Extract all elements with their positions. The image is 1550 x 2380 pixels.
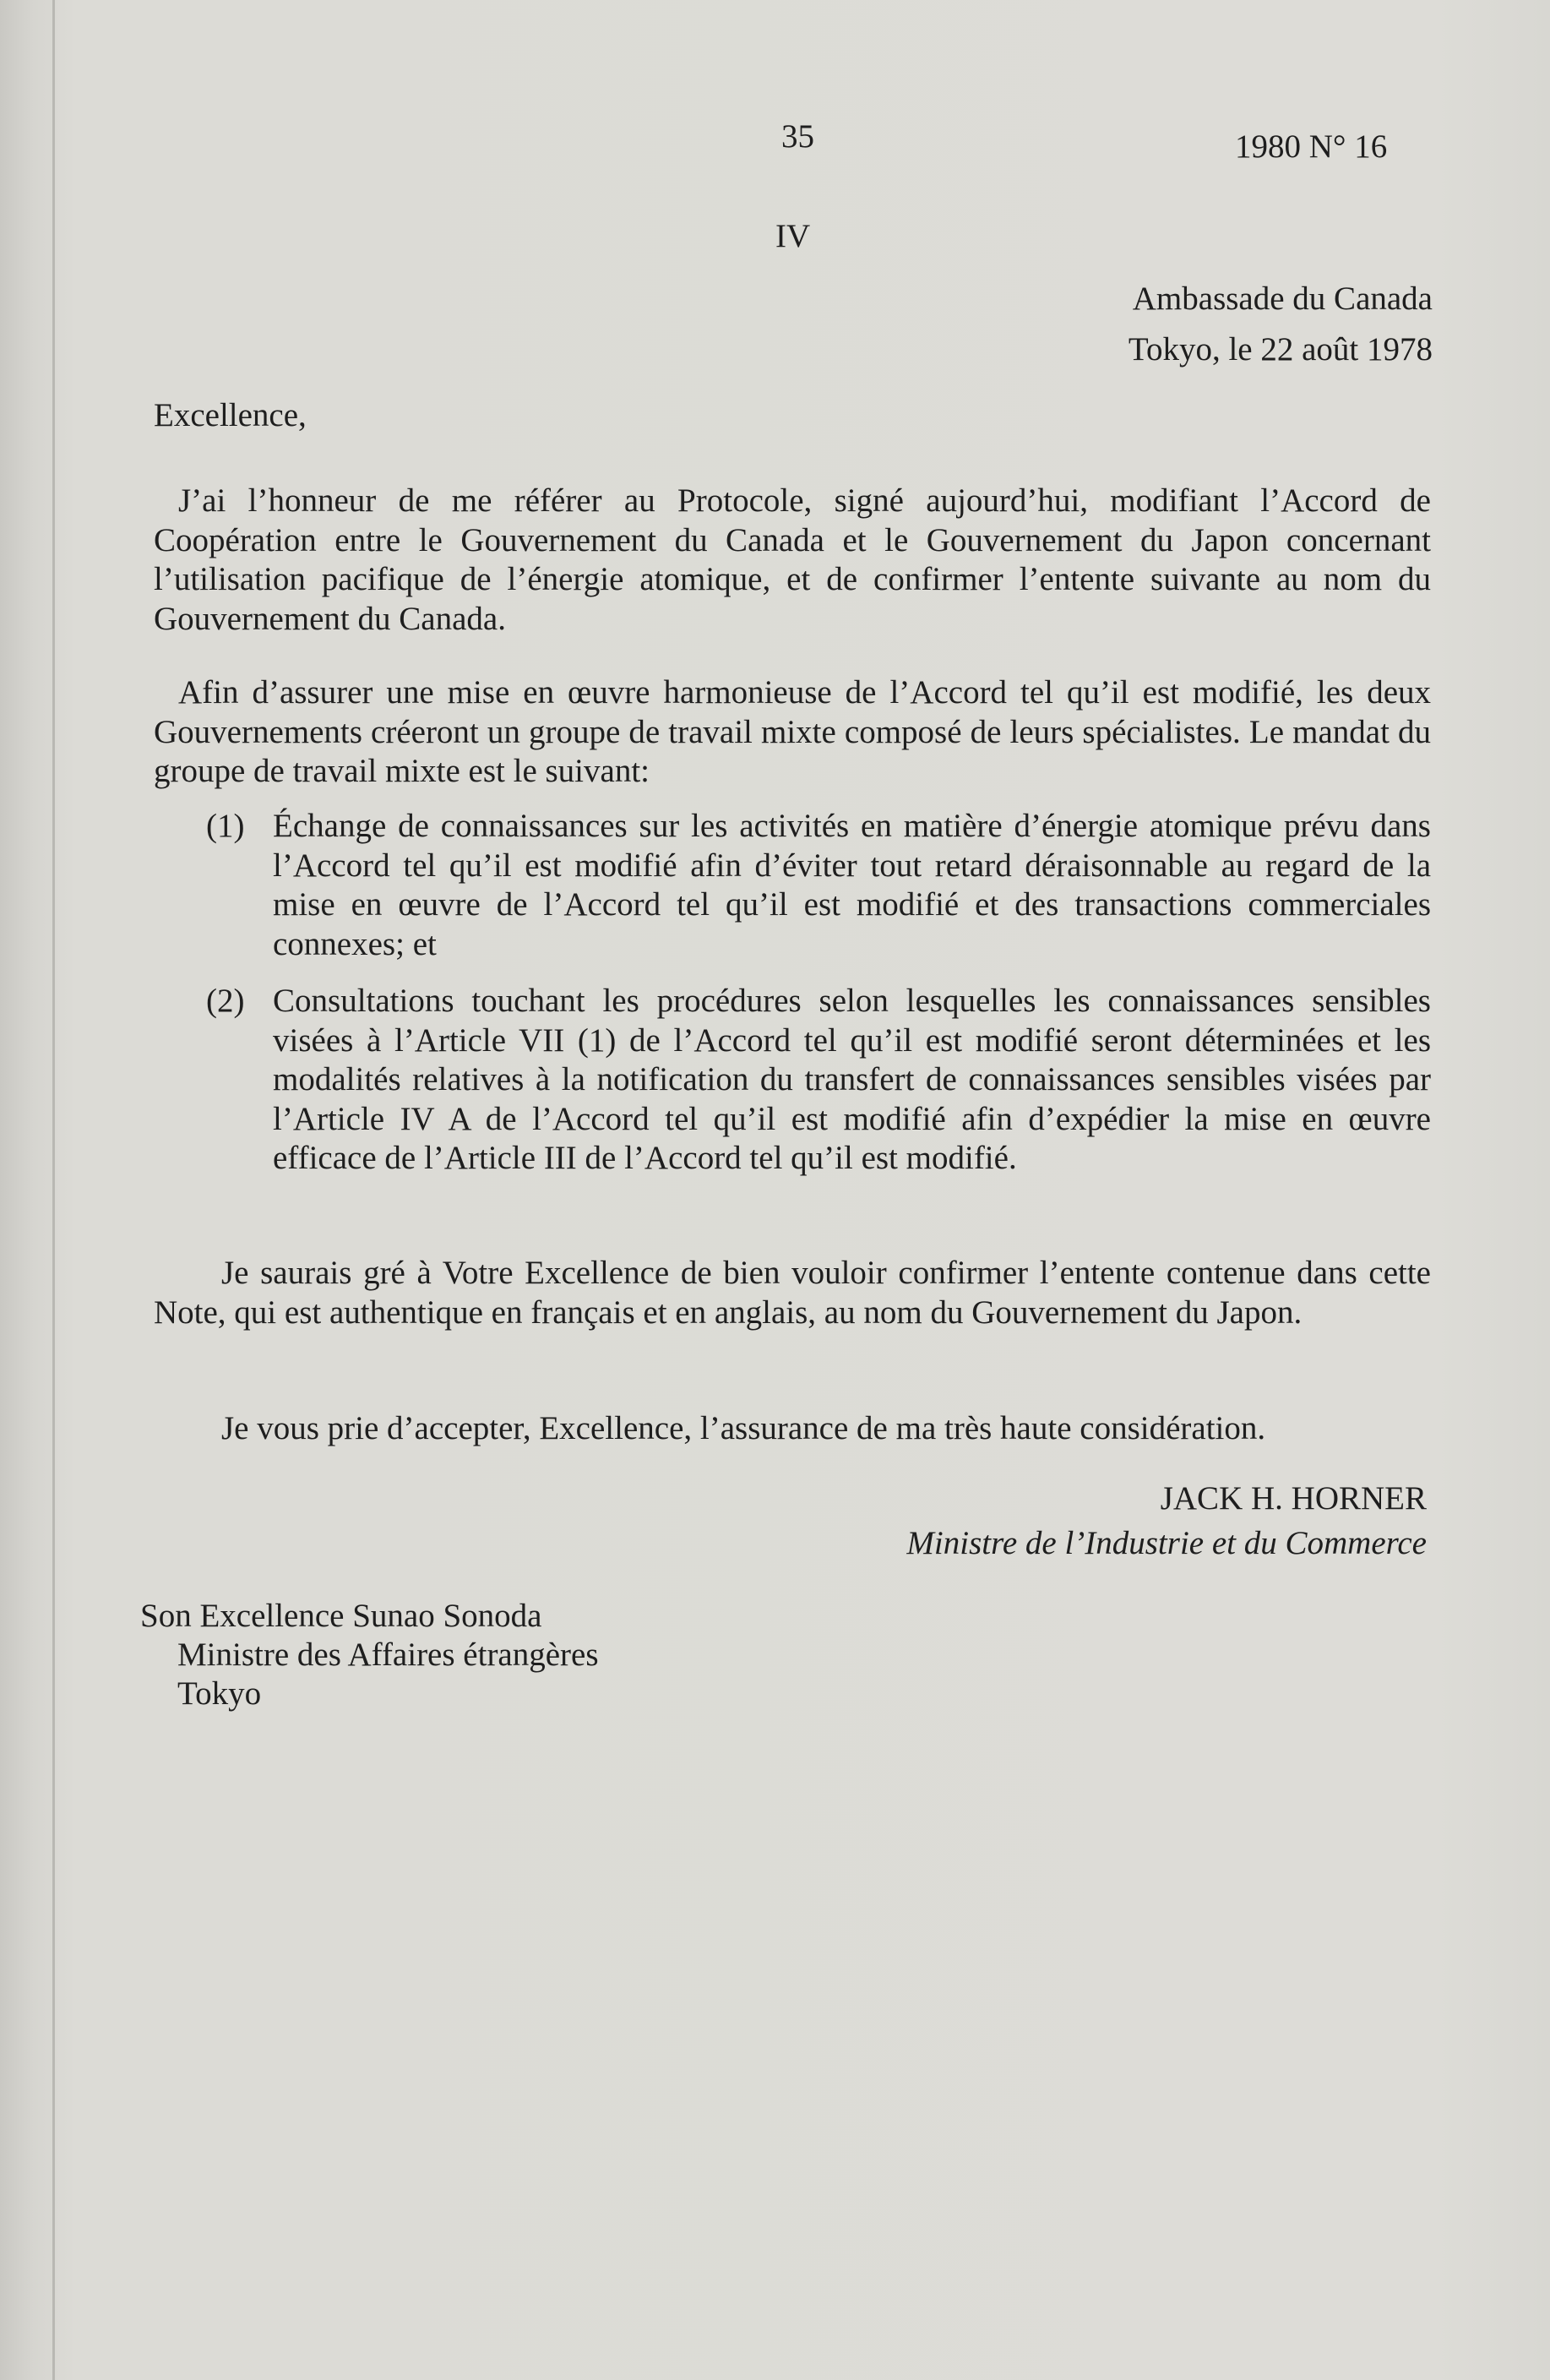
body-paragraph-1: J’ai l’honneur de me référer au Protocole, signé aujourd’hui, modifiant l’Accord de Coopération entre le Gouvernement du Canada et le Gouvernement du Japon concernant l’utilisation pacifique de l’énergie atomique, et de confirmer l’entente suivante au nom du Gouvernement du Canada. — [154, 482, 1431, 637]
body-paragraph-2: Afin d’assurer une mise en œuvre harmonieuse de l’Accord tel qu’il est modifié, les deux Gouvernements créeront un groupe de travail mixte composé de leurs spécialistes. Le mandat du groupe de travail mixte est le suivant: — [154, 674, 1431, 789]
signer-name: JACK H. HORNER — [1160, 1480, 1427, 1517]
signer-title: Ministre de l’Industrie et du Commerce — [906, 1525, 1427, 1561]
sender-place: Ambassade du Canada — [1132, 280, 1433, 317]
closing-formula: Je vous prie d’accepter, Excellence, l’assurance de ma très haute considération. — [221, 1410, 1266, 1446]
document-reference: 1980 N° 16 — [1235, 128, 1388, 165]
list-item-text: Consultations touchant les procédures selon lesquelles les connaissances sensibles visées à l’Article VII (1) de l’Accord tel qu’il est modifié seront déterminées et les modalités relatives à la notification du transfert de connaissances sensibles visées par l’Article IV A de l’Accord tel qu’il est modifié afin d’expédier la mise en œuvre efficace de l’Article III de l’Accord tel qu’il est modifié. — [273, 983, 1431, 1176]
body-paragraph-3: Je saurais gré à Votre Excellence de bien vouloir confirmer l’entente contenue dans cette Note, qui est authentique en français et en anglais, au nom du Gouvernement du Japon. — [154, 1255, 1431, 1331]
addressee-line-1: Son Excellence Sunao Sonoda — [140, 1598, 542, 1634]
list-item-number: (2) — [206, 983, 245, 1019]
salutation: Excellence, — [154, 397, 307, 433]
place-and-date: Tokyo, le 22 août 1978 — [1128, 331, 1433, 368]
section-numeral: IV — [775, 218, 811, 254]
page-number: 35 — [781, 118, 814, 155]
addressee-line-3: Tokyo — [177, 1675, 262, 1712]
addressee-line-2: Ministre des Affaires étrangères — [177, 1637, 599, 1673]
page-binding-shadow — [52, 0, 55, 2380]
list-item-text: Échange de connaissances sur les activités en matière d’énergie atomique prévu dans l’Accord tel qu’il est modifié afin d’éviter tout retard déraisonnable au regard de la mise en œuvre de l’Accord tel qu’il est modifié et des transactions commerciales connexes; et — [273, 808, 1431, 962]
list-item-number: (1) — [206, 808, 245, 844]
